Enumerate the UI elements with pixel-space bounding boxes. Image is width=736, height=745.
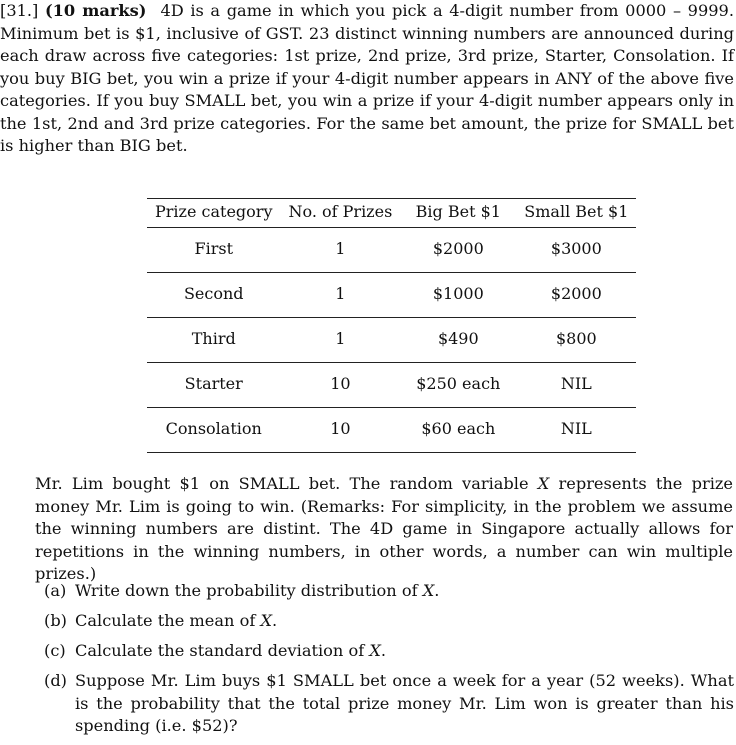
part-text: Write down the probability distribution of <box>75 581 423 600</box>
part-variable: X <box>369 641 381 660</box>
cell-small-bet: $800 <box>516 317 636 362</box>
part-d <box>0 670 734 738</box>
question-parts <box>0 580 734 745</box>
cell-big-bet: $490 <box>400 317 516 362</box>
part-text-end: . <box>271 611 278 630</box>
cell-category: Starter <box>147 362 280 407</box>
header-number-of-prizes: No. of Prizes <box>280 199 400 228</box>
part-variable: X <box>260 611 272 630</box>
header-prize-category: Prize category <box>147 199 280 228</box>
remarks-text-after: represents the prize money Mr. Lim is going to win. (Remarks: For simplicity, in the problem we assume the winning numbers are distint. The 4D game in Singapore actually allows for repetitions in the winning numbers, in other words, a number can win multiple prizes.) <box>35 474 733 583</box>
cell-category: First <box>147 227 280 272</box>
remarks-text-before: Mr. Lim bought $1 on SMALL bet. The random variable <box>35 474 538 493</box>
table-row <box>147 407 636 452</box>
part-text-end: . <box>380 641 387 660</box>
part-label: (d) <box>44 671 67 690</box>
cell-count: 1 <box>280 227 400 272</box>
header-small-bet: Small Bet $1 <box>516 199 636 228</box>
cell-count: 10 <box>280 362 400 407</box>
cell-category: Third <box>147 317 280 362</box>
part-text: Suppose Mr. Lim buys $1 SMALL bet once a week for a year (52 weeks). What is the probability that the total prize money Mr. Lim won is greater than his spending (i.e. $52)? <box>75 671 734 735</box>
cell-big-bet: $2000 <box>400 227 516 272</box>
cell-small-bet: NIL <box>516 407 636 452</box>
part-text: Calculate the standard deviation of <box>75 641 370 660</box>
table-row <box>147 362 636 407</box>
cell-big-bet: $250 each <box>400 362 516 407</box>
part-text: Calculate the mean of <box>75 611 261 630</box>
part-c <box>0 640 734 663</box>
cell-count: 1 <box>280 317 400 362</box>
cell-count: 10 <box>280 407 400 452</box>
question-marks: (10 marks) <box>45 1 147 20</box>
question-paragraph <box>0 0 734 158</box>
part-b <box>0 610 734 633</box>
cell-big-bet: $1000 <box>400 272 516 317</box>
question-intro <box>0 0 734 158</box>
remarks-paragraph <box>35 473 733 586</box>
part-label: (b) <box>44 611 67 630</box>
part-label: (a) <box>44 581 67 600</box>
cell-small-bet: NIL <box>516 362 636 407</box>
part-a <box>0 580 734 603</box>
cell-category: Consolation <box>147 407 280 452</box>
part-variable: X <box>422 581 435 600</box>
part-text-end: . <box>434 581 440 600</box>
random-variable: X <box>537 474 550 493</box>
table-row <box>147 317 636 362</box>
prize-table <box>147 198 636 453</box>
part-label: (c) <box>44 641 66 660</box>
cell-count: 1 <box>280 272 400 317</box>
question-number: [31.] <box>0 1 39 20</box>
question-intro-text: 4D is a game in which you pick a 4-digit number from 0000 – 9999. Minimum bet is $1, inclusive of GST. 23 distinct winning numbers are announced during each draw across five categories: 1st prize, 2nd prize, 3rd prize, Starter, Consolation. If you buy BIG bet, you win a prize if your 4-digit number appears in ANY of the above five categories. If you buy SMALL bet, you win a prize if your 4-digit number appears only in the 1st, 2nd and 3rd prize categories. For the same bet amount, the prize for SMALL bet is higher than BIG bet. <box>0 1 735 155</box>
cell-big-bet: $60 each <box>400 407 516 452</box>
table-header-row <box>147 199 636 228</box>
cell-category: Second <box>147 272 280 317</box>
table-row <box>147 227 636 272</box>
cell-small-bet: $2000 <box>516 272 636 317</box>
header-big-bet: Big Bet $1 <box>400 199 516 228</box>
table-row <box>147 272 636 317</box>
cell-small-bet: $3000 <box>516 227 636 272</box>
